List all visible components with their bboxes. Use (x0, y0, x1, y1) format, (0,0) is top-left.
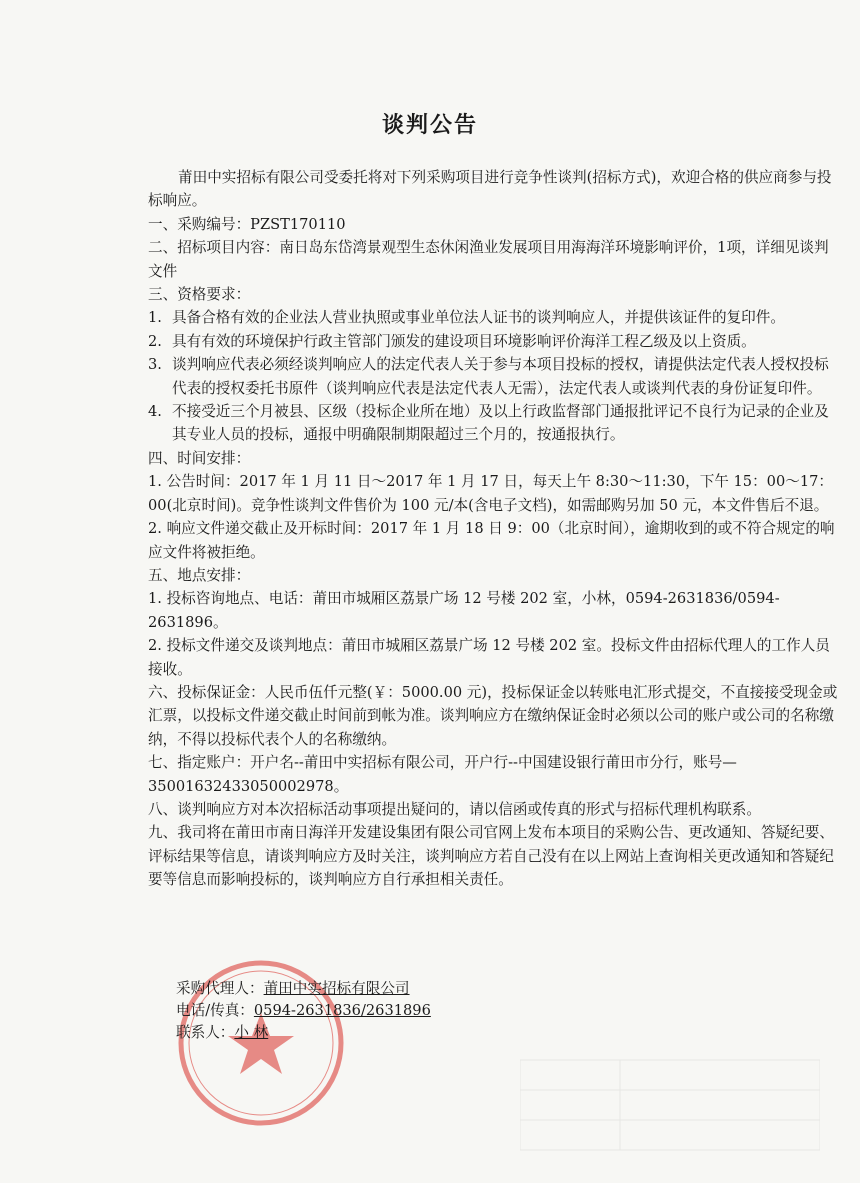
section-procurement-number: 一、采购编号：PZST170110 (148, 215, 346, 233)
schedule-announcement-time: 1. 公告时间：2017 年 1 月 11 日～2017 年 1 月 17 日，每天上午 8:30～11:30，下午 15：00～17：00(北京时间)。竞争性谈判文件售价为 100 元/本(含电子文档)，如需邮购另加 50 元，本文件售后不退。 (148, 473, 834, 514)
section-schedule-heading: 四、时间安排： (148, 449, 251, 467)
section-qualification-heading: 三、资格要求： (148, 286, 251, 304)
phone-line (176, 1000, 431, 1022)
section-designated-account: 七、指定账户：开户名--莆田中实招标有限公司，开户行--中国建设银行莆田市分行，账号—35001632433050002978。 (148, 754, 737, 795)
requirement-number: 3. (148, 356, 162, 374)
agent-label: 采购代理人： (176, 980, 264, 997)
phone-value: 0594-2631836/2631896 (253, 1002, 431, 1019)
requirement-text: 不接受近三个月被县、区级（投标企业所在地）及以上行政监督部门通报批评记不良行为记录的企业及其专业人员的投标，通报中明确限制期限超过三个月的，按通报执行。 (172, 403, 829, 444)
intro-paragraph: 莆田中实招标有限公司受委托将对下列采购项目进行竞争性谈判(招标方式)，欢迎合格的供应商参与投标响应。 (148, 169, 832, 210)
background-table-bleed (520, 1050, 820, 1160)
requirement-text: 具有有效的环境保护行政主管部门颁发的建设项目环境影响评价海洋工程乙级及以上资质。 (172, 332, 756, 350)
agent-value: 莆田中实招标有限公司 (263, 980, 410, 997)
contact-label: 联系人： (176, 1024, 235, 1041)
section-bid-bond: 六、投标保证金：人民币伍仟元整(￥：5000.00 元)，投标保证金以转账电汇形式提交，不直接接受现金或汇票，以投标文件递交截止时间前到帐为准。谈判响应方在缴纳保证金时必须以公司的账户或公司的名称缴纳，不得以投标代表个人的名称缴纳。 (148, 683, 838, 748)
requirement-text: 谈判响应代表必须经谈判响应人的法定代表人关于参与本项目投标的授权，请提供法定代表人授权投标代表的授权委托书原件（谈判响应代表是法定代表人无需），法定代表人或谈判代表的身份证复印件。 (172, 356, 829, 397)
schedule-submission-deadline: 2. 响应文件递交截止及开标时间：2017 年 1 月 18 日 9：00（北京时间），逾期收到的或不符合规定的响应文件将被拒绝。 (148, 520, 835, 561)
document-title: 谈判公告 (381, 113, 478, 138)
requirement-item (148, 330, 838, 353)
requirement-text: 具备合格有效的企业法人营业执照或事业单位法人证书的谈判响应人，并提供该证件的复印件。 (172, 309, 785, 327)
phone-label: 电话/传真： (176, 1002, 254, 1019)
requirement-item (148, 306, 838, 329)
location-inquiry: 1. 投标咨询地点、电话：莆田市城厢区荔景广场 12 号楼 202 室，小林，0594-2631836/0594-2631896。 (148, 590, 780, 631)
signature-block (176, 978, 431, 1044)
contact-value: 小 林 (234, 1024, 269, 1041)
requirement-item (148, 400, 838, 447)
location-submission: 2. 投标文件递交及谈判地点：莆田市城厢区荔景广场 12 号楼 202 室。投标文件由招标代理人的工作人员接收。 (148, 637, 830, 678)
requirement-number: 2. (148, 332, 162, 350)
section-project-content: 二、招标项目内容：南日岛东岱湾景观型生态休闲渔业发展项目用海海洋环境影响评价，1项，详细见谈判文件 (148, 239, 829, 280)
section-location-heading: 五、地点安排： (148, 566, 251, 584)
requirement-number: 4. (148, 403, 162, 421)
requirement-number: 1. (148, 309, 162, 327)
agent-line (176, 978, 431, 1000)
requirement-item (148, 353, 838, 400)
section-inquiries: 八、谈判响应方对本次招标活动事项提出疑问的，请以信函或传真的形式与招标代理机构联系。 (148, 800, 761, 818)
document-body (148, 166, 838, 892)
contact-line (176, 1022, 431, 1044)
section-website-notice: 九、我司将在莆田市南日海洋开发建设集团有限公司官网上发布本项目的采购公告、更改通知、答疑纪要、评标结果等信息，请谈判响应方及时关注，谈判响应方若自己没有在以上网站上查询相关更改通知和答疑纪要等信息而影响投标的，谈判响应方自行承担相关责任。 (148, 824, 834, 889)
